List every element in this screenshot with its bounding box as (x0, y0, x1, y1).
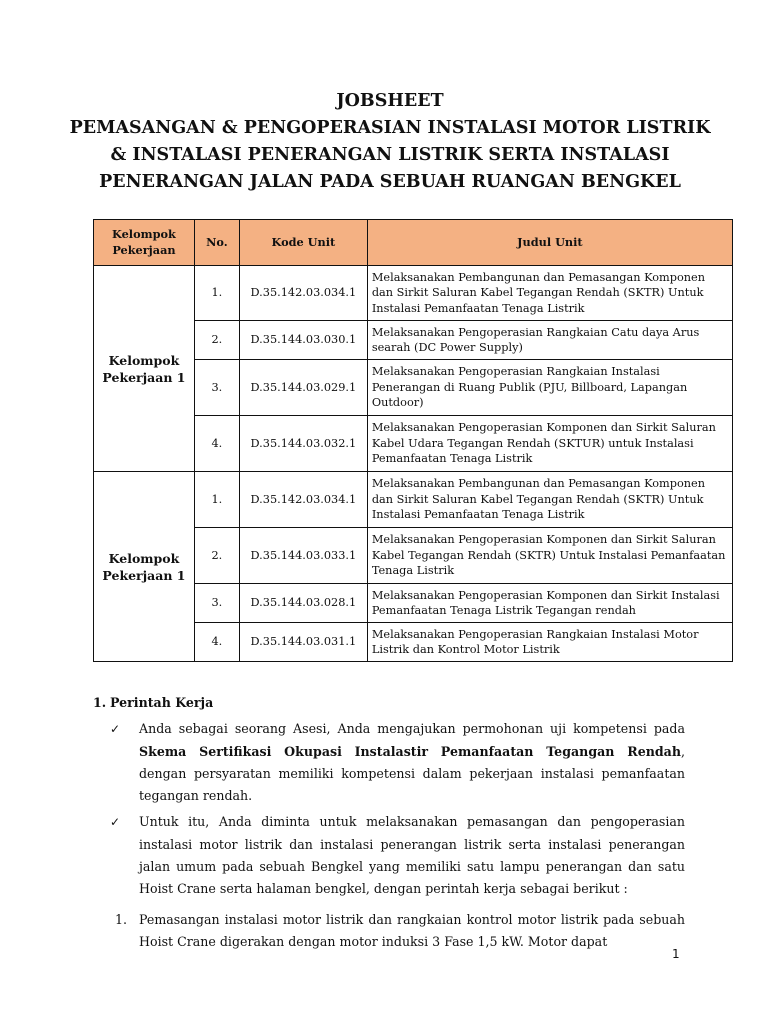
title-line-2: PEMASANGAN & PENGOPERASIAN INSTALASI MOTOR LISTRIK (69, 118, 711, 138)
row-judul: Melaksanakan Pembangunan dan Pemasangan Komponen dan Sirkit Saluran Kabel Tegangan Rendah (SKTR) Untuk Instalasi Pemanfaatan Tenaga Listrik (367, 472, 732, 528)
row-judul: Melaksanakan Pengoperasian Komponen dan Sirkit Saluran Kabel Tegangan Rendah (SKTR) Untuk Instalasi Pemanfaatan Tenaga Listrik (367, 528, 732, 584)
group-label: Kelompok Pekerjaan 1 (94, 472, 195, 662)
scheme-name: Skema Sertifikasi Okupasi Instalastir Pemanfaatan Tegangan Rendah (139, 743, 681, 759)
check-icon: ✓ (110, 722, 121, 737)
row-no: 1. (194, 266, 239, 321)
check-item (93, 811, 685, 900)
unit-table (93, 219, 733, 662)
header-kode: Kode Unit (239, 220, 367, 266)
row-no: 4. (194, 623, 239, 662)
bullet1-text-end: , dengan persyaratan memiliki kompetensi dalam pekerjaan instalasi pemanfaatan tegangan rendah. (139, 743, 685, 804)
row-kode: D.35.144.03.031.1 (239, 623, 367, 662)
document-title (60, 88, 720, 196)
row-judul: Melaksanakan Pembangunan dan Pemasangan Komponen dan Sirkit Saluran Kabel Tegangan Rendah (SKTR) Untuk Instalasi Pemanfaatan Tenaga Listrik (367, 266, 732, 321)
row-no: 4. (194, 416, 239, 472)
row-kode: D.35.144.03.032.1 (239, 416, 367, 472)
row-judul: Melaksanakan Pengoperasian Rangkaian Catu daya Arus searah (DC Power Supply) (367, 321, 732, 360)
table-header-row (94, 220, 733, 266)
table-row (94, 266, 733, 321)
row-kode: D.35.144.03.028.1 (239, 584, 367, 623)
row-kode: D.35.144.03.033.1 (239, 528, 367, 584)
work-order-section (93, 692, 685, 953)
row-kode: D.35.142.03.034.1 (239, 266, 367, 321)
check-item (93, 718, 685, 807)
numbered-item (93, 909, 685, 954)
section-heading (93, 692, 685, 714)
row-no: 2. (194, 528, 239, 584)
row-no: 3. (194, 360, 239, 416)
title-line-3: & INSTALASI PENERANGAN LISTRIK SERTA INSTALASI (110, 145, 670, 165)
title-line-1: JOBSHEET (336, 91, 444, 111)
section-title: Perintah Kerja (110, 695, 214, 710)
section-number: 1. (93, 695, 107, 710)
header-judul: Judul Unit (367, 220, 732, 266)
row-kode: D.35.144.03.030.1 (239, 321, 367, 360)
bullet1-text: Anda sebagai seorang Asesi, Anda mengajukan permohonan uji kompetensi pada (139, 721, 685, 737)
row-kode: D.35.144.03.029.1 (239, 360, 367, 416)
row-judul: Melaksanakan Pengoperasian Komponen dan Sirkit Saluran Kabel Udara Tegangan Rendah (SKTUR) untuk Instalasi Pemanfaatan Tenaga Listrik (367, 416, 732, 472)
table-row (94, 472, 733, 528)
check-icon: ✓ (110, 815, 121, 830)
item-text: Pemasangan instalasi motor listrik dan rangkaian kontrol motor listrik pada sebuah Hoist Crane digerakan dengan motor induksi 3 Fase 1,5 kW. Motor dapat (139, 911, 685, 949)
header-no: No. (194, 220, 239, 266)
row-judul: Melaksanakan Pengoperasian Rangkaian Instalasi Penerangan di Ruang Publik (PJU, Billboard, Lapangan Outdoor) (367, 360, 732, 416)
row-no: 3. (194, 584, 239, 623)
title-line-4: PENERANGAN JALAN PADA SEBUAH RUANGAN BENGKEL (99, 172, 681, 192)
check-item-text (139, 718, 685, 807)
item-number: 1. (115, 911, 128, 927)
row-judul: Melaksanakan Pengoperasian Rangkaian Instalasi Motor Listrik dan Kontrol Motor Listrik (367, 623, 732, 662)
row-kode: D.35.142.03.034.1 (239, 472, 367, 528)
row-no: 2. (194, 321, 239, 360)
page-number: 1 (672, 947, 680, 961)
header-kelompok: Kelompok Pekerjaan (94, 220, 195, 266)
group-label: Kelompok Pekerjaan 1 (94, 266, 195, 472)
row-judul: Melaksanakan Pengoperasian Komponen dan Sirkit Instalasi Pemanfaatan Tenaga Listrik Tegangan rendah (367, 584, 732, 623)
check-item-text: Untuk itu, Anda diminta untuk melaksanakan pemasangan dan pengoperasian instalasi motor listrik dan instalasi penerangan listrik serta instalasi penerangan jalan umum pada sebuah Bengkel yang memiliki satu lampu penerangan dan satu Hoist Crane serta halaman bengkel, dengan perintah kerja sebagai berikut : (139, 814, 685, 897)
row-no: 1. (194, 472, 239, 528)
